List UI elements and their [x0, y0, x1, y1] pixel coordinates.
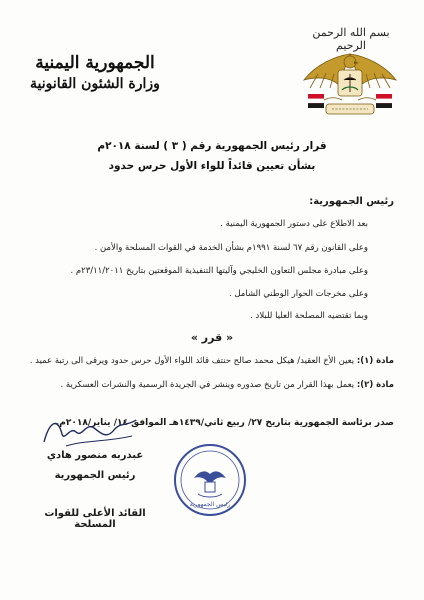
yemen-eagle-emblem-icon	[298, 44, 402, 122]
decision-heading: « قرر »	[190, 331, 234, 344]
seal-text: رئيس الجمهورية	[189, 501, 231, 508]
article-label: مادة (٢):	[356, 380, 394, 390]
basmala: بسم الله الرحمن الرحيم	[312, 26, 390, 52]
preamble-line: وبما تقتضيه المصلحة العليا للبلاد .	[250, 311, 368, 321]
preamble-line: بعد الاطلاع على دستور الجمهورية اليمنية .	[220, 219, 368, 229]
preamble-line: وعلى مبادرة مجلس التعاون الخليجي وآليتها التنفيذية الموقعتين بتاريخ ٢٣/١١/٢٠١١م .	[70, 266, 368, 276]
article-1	[30, 356, 394, 366]
country-name: الجمهورية اليمنية	[35, 53, 155, 73]
decree-title: قرار رئيس الجمهورية رقم ( ٣ ) لسنة ٢٠١٨م	[97, 140, 327, 152]
issue-date-line: صدر برئاسة الجمهورية بتاريخ ٢٧/ ربيع ثاني/١٤٣٩هـ الموافق ١٤/ يناير/٢٠١٨م.	[55, 418, 394, 428]
article-text: يعمل بهذا القرار من تاريخ صدوره وينشر في الجريدة الرسمية والنشرات العسكرية .	[60, 380, 355, 390]
signatory-command: القائد الأعلى للقوات المسلحة	[44, 508, 146, 530]
issuer-header	[20, 52, 170, 94]
preamble-line: وعلى مخرجات الحوار الوطني الشامل .	[228, 289, 368, 299]
decree-subject: بشأن تعيين قائداً للواء الأول حرس حدود	[108, 160, 316, 172]
article-text: يعين الأخ العقيد/ هيكل محمد صالح حنتف قائد اللواء الأول حرس حدود ويرقى الى رتبة عميد .	[29, 356, 355, 366]
signatory-title: رئيس الجمهورية	[54, 470, 136, 481]
decision-word: قرر	[201, 331, 223, 344]
signatory-name: عبدربه منصور هادي	[46, 450, 144, 461]
addressee: رئيس الجمهورية:	[309, 196, 394, 207]
handwritten-signature	[36, 412, 146, 452]
article-label: مادة (١):	[356, 356, 394, 366]
preamble-line: وعلى القانون رقم ٦٧ لسنة ١٩٩١م بشأن الخدمة في القوات المسلحة والأمن .	[94, 243, 368, 253]
article-2	[61, 380, 395, 390]
presidency-seal-stamp	[172, 442, 248, 518]
ministry-name: وزارة الشئون القانونية	[30, 76, 160, 92]
